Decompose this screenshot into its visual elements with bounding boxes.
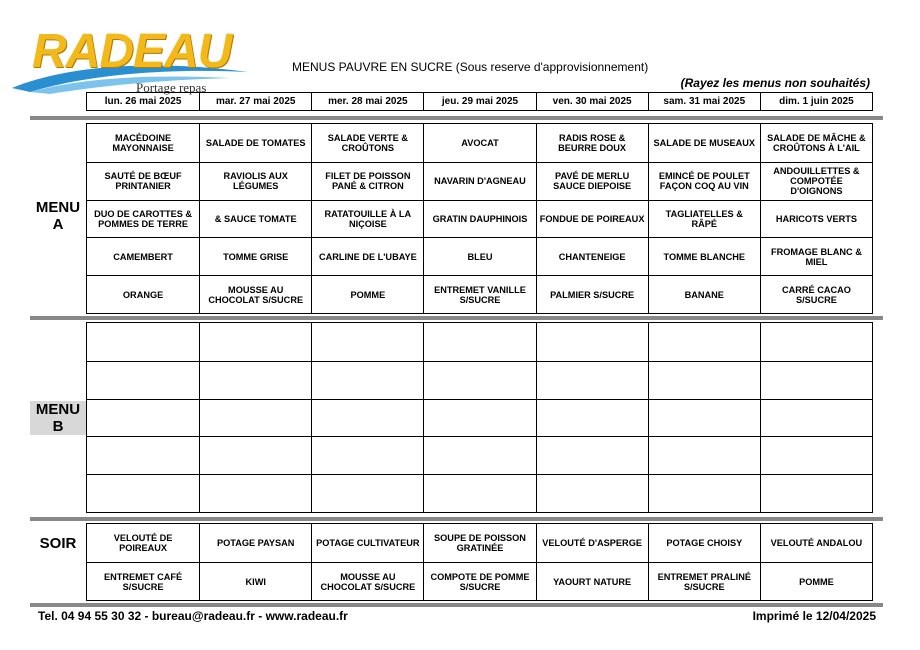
menu-cell[interactable]: EMINCÉ DE POULET FAÇON COQ AU VIN xyxy=(648,162,760,200)
menu-cell[interactable]: PAVÉ DE MERLU SAUCE DIEPOISE xyxy=(536,162,648,200)
menu-cell[interactable]: PALMIER S/SUCRE xyxy=(536,275,648,313)
menu-cell[interactable]: SOUPE DE POISSON GRATINÉE xyxy=(423,524,535,562)
menu-cell[interactable]: CARRÉ CACAO S/SUCRE xyxy=(760,275,872,313)
menu-cell[interactable]: SALADE DE TOMATES xyxy=(199,124,311,162)
menu-cell[interactable]: NAVARIN D'AGNEAU xyxy=(423,162,535,200)
day-header: lun. 26 mai 2025 xyxy=(104,96,182,107)
menu-cell[interactable]: CAMEMBERT xyxy=(87,237,199,275)
menu-cell[interactable]: TAGLIATELLES & RÂPÉ xyxy=(648,200,760,238)
menu-cell[interactable] xyxy=(311,474,423,512)
menu-cell[interactable]: MOUSSE AU CHOCOLAT S/SUCRE xyxy=(199,275,311,313)
menu-cell[interactable] xyxy=(311,399,423,437)
menu-cell[interactable]: & SAUCE TOMATE xyxy=(199,200,311,238)
menu-cell[interactable]: FILET DE POISSON PANÉ & CITRON xyxy=(311,162,423,200)
day-header: ven. 30 mai 2025 xyxy=(536,93,648,110)
menu-cell[interactable]: ENTREMET PRALINÉ S/SUCRE xyxy=(648,562,760,600)
day-header: mer. 28 mai 2025 xyxy=(311,93,423,110)
menu-cell[interactable] xyxy=(423,399,535,437)
menu-cell[interactable] xyxy=(536,474,648,512)
menu-cell[interactable]: DUO DE CAROTTES & POMMES DE TERRE xyxy=(87,200,199,238)
day-header: jeu. 29 mai 2025 xyxy=(423,93,535,110)
menu-cell[interactable]: ANDOUILLETTES & COMPOTÉE D'OIGNONS xyxy=(760,162,872,200)
page-subtitle: (Rayez les menus non souhaités) xyxy=(680,76,870,90)
menu-cell[interactable] xyxy=(423,474,535,512)
menu-cell[interactable] xyxy=(87,399,199,437)
menu-cell[interactable]: POTAGE CULTIVATEUR xyxy=(311,524,423,562)
section-divider xyxy=(30,316,883,320)
menu-cell[interactable]: BANANE xyxy=(648,275,760,313)
menu-a-label: MENU A xyxy=(35,199,81,233)
menu-cell[interactable]: YAOURT NATURE xyxy=(536,562,648,600)
menu-cell[interactable] xyxy=(423,323,535,361)
menu-cell[interactable]: MOUSSE AU CHOCOLAT S/SUCRE xyxy=(311,562,423,600)
menu-cell[interactable]: RATATOUILLE À LA NIÇOISE xyxy=(311,200,423,238)
menu-cell[interactable] xyxy=(536,399,648,437)
menu-cell[interactable] xyxy=(87,361,199,399)
page-title: MENUS PAUVRE EN SUCRE (Sous reserve d'approvisionnement) xyxy=(292,60,649,74)
menu-cell[interactable] xyxy=(760,436,872,474)
menu-cell[interactable] xyxy=(423,436,535,474)
soir-grid xyxy=(86,523,873,601)
menu-cell[interactable]: FROMAGE BLANC & MIEL xyxy=(760,237,872,275)
logo-tagline: Portage repas xyxy=(136,80,207,95)
menu-cell[interactable] xyxy=(760,399,872,437)
menu-cell[interactable]: MACÉDOINE MAYONNAISE xyxy=(112,132,174,153)
menu-cell[interactable]: SALADE VERTE & CROÛTONS xyxy=(311,124,423,162)
menu-cell[interactable]: POMME xyxy=(760,562,872,600)
menu-cell[interactable]: RAVIOLIS AUX LÉGUMES xyxy=(199,162,311,200)
menu-cell[interactable]: HARICOTS VERTS xyxy=(760,200,872,238)
menu-cell[interactable] xyxy=(536,323,648,361)
menu-cell[interactable]: POTAGE PAYSAN xyxy=(199,524,311,562)
menu-cell[interactable]: ENTREMET VANILLE S/SUCRE xyxy=(423,275,535,313)
menu-cell[interactable] xyxy=(760,361,872,399)
menu-cell[interactable] xyxy=(536,436,648,474)
menu-cell[interactable] xyxy=(311,361,423,399)
radeau-logo xyxy=(10,20,250,95)
menu-a-grid xyxy=(86,123,873,314)
menu-b-label: MENU B xyxy=(30,401,86,435)
menu-cell[interactable] xyxy=(648,436,760,474)
menu-cell[interactable]: SAUTÉ DE BŒUF PRINTANIER xyxy=(87,162,199,200)
menu-cell[interactable] xyxy=(760,323,872,361)
menu-cell[interactable]: TOMME BLANCHE xyxy=(648,237,760,275)
menu-cell[interactable] xyxy=(199,361,311,399)
logo-brand: RADEAU xyxy=(32,25,232,78)
menu-cell[interactable]: ORANGE xyxy=(87,275,199,313)
menu-cell[interactable]: SALADE DE MÂCHE & CROÛTONS À L'AIL xyxy=(760,124,872,162)
menu-cell[interactable]: FONDUE DE POIREAUX xyxy=(536,200,648,238)
menu-cell[interactable]: AVOCAT xyxy=(423,124,535,162)
menu-b-grid xyxy=(86,322,873,513)
menu-cell[interactable] xyxy=(423,361,535,399)
menu-cell[interactable]: VELOUTÉ D'ASPERGE xyxy=(536,524,648,562)
contact-info: Tel. 04 94 55 30 32 - bureau@radeau.fr - www.radeau.fr xyxy=(38,609,348,623)
menu-cell[interactable] xyxy=(311,436,423,474)
menu-cell[interactable] xyxy=(311,323,423,361)
menu-cell[interactable] xyxy=(87,436,199,474)
menu-cell[interactable]: KIWI xyxy=(199,562,311,600)
menu-cell[interactable] xyxy=(536,361,648,399)
menu-cell[interactable] xyxy=(199,399,311,437)
menu-cell[interactable]: RADIS ROSE & BEURRE DOUX xyxy=(536,124,648,162)
menu-cell[interactable] xyxy=(648,399,760,437)
menu-cell[interactable] xyxy=(648,361,760,399)
menu-cell[interactable]: VELOUTÉ ANDALOU xyxy=(760,524,872,562)
day-header: mar. 27 mai 2025 xyxy=(199,93,311,110)
menu-cell[interactable]: GRATIN DAUPHINOIS xyxy=(423,200,535,238)
print-date: Imprimé le 12/04/2025 xyxy=(752,609,876,623)
menu-cell[interactable] xyxy=(760,474,872,512)
section-divider xyxy=(30,517,883,521)
menu-cell[interactable] xyxy=(199,436,311,474)
day-header-row xyxy=(86,92,873,111)
soir-label: SOIR xyxy=(39,535,77,552)
section-divider xyxy=(30,603,883,607)
menu-cell[interactable]: POTAGE CHOISY xyxy=(648,524,760,562)
menu-cell[interactable]: BLEU xyxy=(423,237,535,275)
menu-cell[interactable] xyxy=(199,323,311,361)
menu-cell[interactable] xyxy=(87,323,199,361)
menu-cell[interactable] xyxy=(648,474,760,512)
menu-cell[interactable]: VELOUTÉ DE POIREAUX xyxy=(113,533,173,553)
day-header: sam. 31 mai 2025 xyxy=(648,93,760,110)
menu-cell[interactable]: TOMME GRISE xyxy=(199,237,311,275)
menu-cell[interactable] xyxy=(648,323,760,361)
menu-cell[interactable]: COMPOTE DE POMME S/SUCRE xyxy=(423,562,535,600)
section-divider xyxy=(30,116,883,120)
menu-cell[interactable]: CARLINE DE L'UBAYE xyxy=(311,237,423,275)
menu-cell[interactable]: SALADE DE MUSEAUX xyxy=(648,124,760,162)
menu-cell[interactable]: ENTREMET CAFÉ S/SUCRE xyxy=(87,562,199,600)
menu-cell[interactable]: CHANTENEIGE xyxy=(536,237,648,275)
day-header: dim. 1 juin 2025 xyxy=(760,93,872,110)
menu-cell[interactable] xyxy=(87,474,199,512)
menu-cell[interactable] xyxy=(199,474,311,512)
menu-cell[interactable]: POMME xyxy=(311,275,423,313)
